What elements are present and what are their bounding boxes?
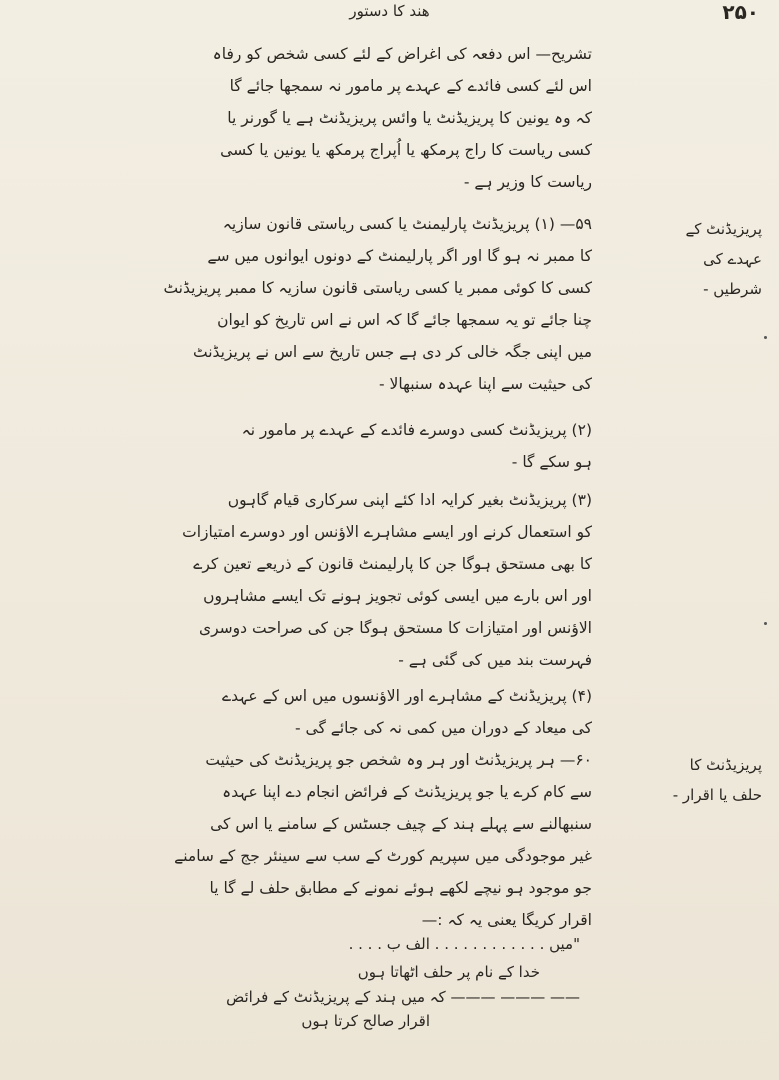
oath-form-line: "میں . . . . . . . . . . . . الف ب . . . . (348, 935, 580, 953)
text-line: ریاست کا وزیر ہے - (463, 173, 592, 191)
text-line: (۳) پریزیڈنٹ بغیر کرایہ ادا کئے اپنی سرکاری قیام گاہوں (227, 491, 592, 509)
oath-form-line: خدا کے نام پر حلف اٹھاتا ہوں (357, 963, 540, 981)
text-line: سے کام کرے یا جو پریزیڈنٹ کے فرائض انجام دے اپنا عہدہ (222, 783, 592, 801)
text-line: سنبھالنے سے پہلے ہند کے چیف جسٹس کے سامنے یا اس کی (210, 815, 592, 833)
page-number: ۲۵۰ (722, 0, 759, 24)
margin-note-conditions-of-office (592, 214, 762, 304)
scan-speck (764, 336, 767, 339)
text-line: اور اس بارے میں ایسی کوئی تجویز ہونے تک ایسے مشاہروں (203, 587, 592, 605)
margin-note-line: عہدے کی (703, 250, 762, 268)
oath-form-line: اقرار صالح کرتا ہوں (301, 1012, 430, 1030)
margin-note-line: شرطیں - (703, 280, 762, 298)
text-line: کی میعاد کے دوران میں کمی نہ کی جائے گی - (295, 719, 592, 737)
text-line: میں اپنی جگہ خالی کر دی ہے جس تاریخ سے اس نے پریزیڈنٹ (192, 343, 592, 361)
explanation-paragraph (32, 38, 592, 198)
text-line: کی حیثیت سے اپنا عہدہ سنبھالا - (379, 375, 592, 393)
running-header: هند کا دستور (349, 2, 430, 20)
text-line: ۵۹— (۱) پریزیڈنٹ پارلیمنٹ یا کسی ریاستی قانون سازیہ (222, 215, 592, 233)
text-line: ہو سکے گا - (511, 453, 592, 471)
text-line: کا بھی مستحق ہوگا جن کا پارلیمنٹ قانون کے ذریعے تعین کرے (193, 555, 592, 573)
scan-speck (764, 622, 767, 625)
text-line: اقرار کریگا یعنی یہ کہ :— (421, 911, 592, 929)
margin-note-line: پریزیڈنٹ کے (685, 220, 762, 238)
margin-note-line: پریزیڈنٹ کا (689, 756, 762, 774)
text-line: تشریح— اس دفعہ کی اغراض کے لئے کسی شخص کو رفاہ (212, 45, 592, 63)
text-line: کہ وہ یونین کا پریزیڈنٹ یا وائس پریزیڈنٹ ہے یا گورنر یا (227, 109, 592, 127)
text-line: کسی ریاست کا راج پرمکھ یا اُپراج پرمکھ یا یونین یا کسی (220, 141, 592, 159)
text-line: اس لئے کسی فائدے کے عہدے پر مامور نہ سمجھا جائے گا (229, 77, 592, 95)
text-line: ۶۰— ہر پریزیڈنٹ اور ہر وہ شخص جو پریزیڈنٹ کی حیثیت (205, 751, 592, 769)
margin-note-line: حلف یا اقرار - (672, 786, 762, 804)
text-line: کو استعمال کرنے اور ایسے مشاہرے الاؤنس اور دوسرے امتیازات (182, 523, 592, 541)
margin-note-oath (592, 750, 762, 810)
text-line: جو موجود ہو نیچے لکھے ہوئے نمونے کے مطابق حلف لے گا یا (209, 879, 592, 897)
article-59-clause-3 (32, 484, 592, 676)
article-59-clause-2 (32, 414, 592, 478)
oath-form-line: —— ——— ——— کہ میں ہند کے پریزیڈنٹ کے فرائض (226, 988, 580, 1006)
text-line: (۲) پریزیڈنٹ کسی دوسرے فائدے کے عہدے پر مامور نہ (241, 421, 592, 439)
article-59-clause-4 (32, 680, 592, 744)
text-line: کا ممبر نہ ہو گا اور اگر پارلیمنٹ کے دونوں ایوانوں میں سے (207, 247, 592, 265)
text-line: فہرست بند میں کی گئی ہے - (398, 651, 592, 669)
article-60-paragraph (32, 744, 592, 936)
text-line: (۴) پریزیڈنٹ کے مشاہرے اور الاؤنسوں میں اس کے عہدے (222, 687, 592, 705)
text-line: الاؤنس اور امتیازات کا مستحق ہوگا جن کی صراحت دوسری (199, 619, 592, 637)
text-line: غیر موجودگی میں سپریم کورٹ کے سب سے سینئر جج کے سامنے (174, 847, 592, 865)
text-line: چنا جائے تو یہ سمجھا جائے گا کہ اس نے اس تاریخ کو ایوان (217, 311, 592, 329)
article-59-clause-1 (32, 208, 592, 400)
text-line: کسی کا کوئی ممبر یا کسی ریاستی قانون سازیہ کا ممبر پریزیڈنٹ (163, 279, 592, 297)
